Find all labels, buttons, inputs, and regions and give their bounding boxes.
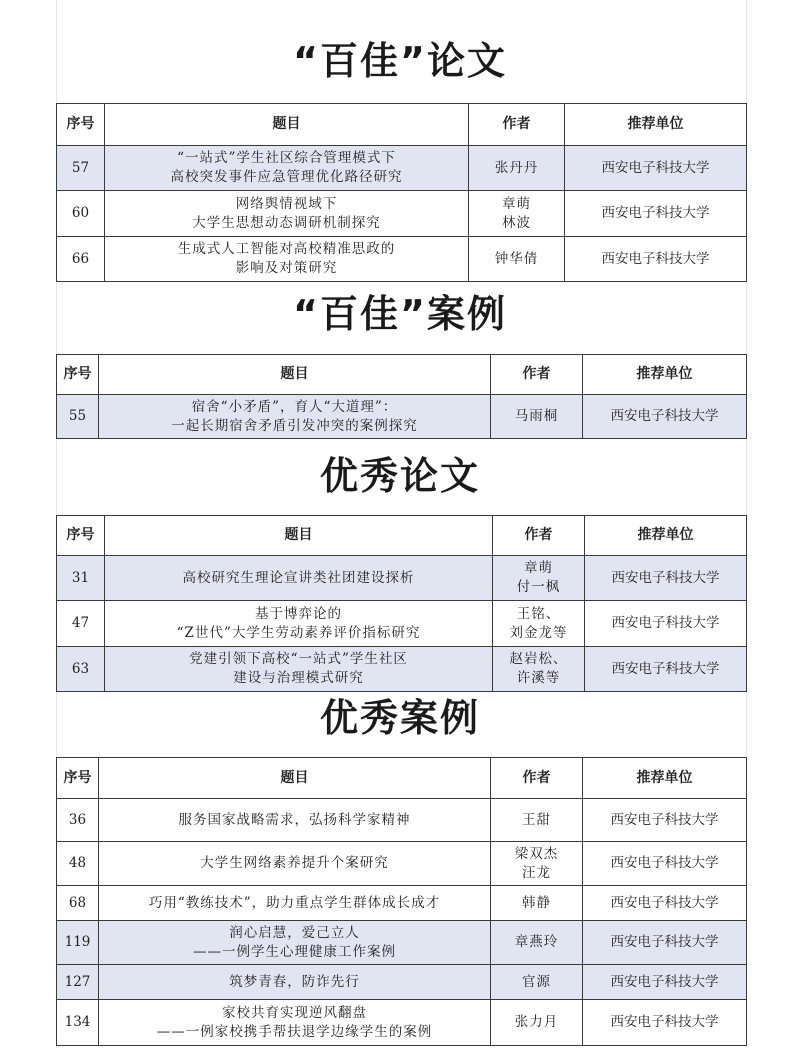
row-author: 章燕玲 bbox=[491, 921, 583, 965]
section-heading: 优秀论文 bbox=[319, 454, 480, 498]
row-title: 服务国家战略需求，弘扬科学家精神 bbox=[99, 799, 491, 842]
column-header-title: 题目 bbox=[105, 516, 493, 556]
table-row bbox=[57, 395, 747, 439]
award-table bbox=[56, 103, 747, 282]
row-author: 马雨桐 bbox=[491, 395, 583, 439]
row-title: “一站式”学生社区综合管理模式下 高校突发事件应急管理优化路径研究 bbox=[105, 146, 469, 191]
row-number: 55 bbox=[57, 395, 99, 439]
row-author: 梁双杰 汪龙 bbox=[491, 842, 583, 886]
column-header-author: 作者 bbox=[469, 104, 565, 146]
row-number: 119 bbox=[57, 921, 99, 965]
row-unit: 西安电子科技大学 bbox=[583, 1000, 747, 1046]
table-row bbox=[57, 146, 747, 191]
row-unit: 西安电子科技大学 bbox=[565, 191, 747, 237]
table-row bbox=[57, 601, 747, 647]
row-number: 66 bbox=[57, 237, 105, 282]
section-heading: 优秀案例 bbox=[319, 696, 480, 740]
row-number: 60 bbox=[57, 191, 105, 237]
row-title: 网络舆情视域下 大学生思想动态调研机制探究 bbox=[105, 191, 469, 237]
row-number: 127 bbox=[57, 965, 99, 1000]
row-title: 生成式人工智能对高校精准思政的 影响及对策研究 bbox=[105, 237, 469, 282]
row-author: 张丹丹 bbox=[469, 146, 565, 191]
column-header-unit: 推荐单位 bbox=[585, 516, 747, 556]
column-header-title: 题目 bbox=[99, 758, 491, 799]
table-row bbox=[57, 921, 747, 965]
table-row bbox=[57, 647, 747, 692]
row-unit: 西安电子科技大学 bbox=[585, 647, 747, 692]
table-row bbox=[57, 237, 747, 282]
row-number: 47 bbox=[57, 601, 105, 647]
table-row bbox=[57, 556, 747, 601]
row-author: 赵岩松、 许溪等 bbox=[493, 647, 585, 692]
column-header-author: 作者 bbox=[493, 516, 585, 556]
row-title: 大学生网络素养提升个案研究 bbox=[99, 842, 491, 886]
row-author: 章萌 付一枫 bbox=[493, 556, 585, 601]
row-title: 党建引领下高校“一站式”学生社区 建设与治理模式研究 bbox=[105, 647, 493, 692]
row-unit: 西安电子科技大学 bbox=[565, 237, 747, 282]
header-row bbox=[57, 516, 747, 556]
table-row bbox=[57, 965, 747, 1000]
row-number: 68 bbox=[57, 886, 99, 921]
row-author: 王铭、 刘金龙等 bbox=[493, 601, 585, 647]
row-title: 巧用“教练技术”，助力重点学生群体成长成才 bbox=[99, 886, 491, 921]
column-header-no: 序号 bbox=[57, 758, 99, 799]
table-row bbox=[57, 191, 747, 237]
row-number: 48 bbox=[57, 842, 99, 886]
row-unit: 西安电子科技大学 bbox=[585, 556, 747, 601]
row-author: 官源 bbox=[491, 965, 583, 1000]
section-heading: “百佳”案例 bbox=[293, 292, 507, 336]
row-author: 韩静 bbox=[491, 886, 583, 921]
header-row bbox=[57, 104, 747, 146]
section-heading: “百佳”论文 bbox=[293, 39, 507, 83]
row-title: 润心启慧，爱己立人 ——一例学生心理健康工作案例 bbox=[99, 921, 491, 965]
row-title: 筑梦青春，防诈先行 bbox=[99, 965, 491, 1000]
header-row bbox=[57, 758, 747, 799]
table-row bbox=[57, 799, 747, 842]
row-unit: 西安电子科技大学 bbox=[583, 842, 747, 886]
table-row bbox=[57, 1000, 747, 1046]
row-author: 钟华倩 bbox=[469, 237, 565, 282]
column-header-unit: 推荐单位 bbox=[565, 104, 747, 146]
award-table bbox=[56, 354, 747, 439]
table-row bbox=[57, 842, 747, 886]
row-number: 134 bbox=[57, 1000, 99, 1046]
row-unit: 西安电子科技大学 bbox=[583, 886, 747, 921]
row-author: 王甜 bbox=[491, 799, 583, 842]
column-header-title: 题目 bbox=[99, 355, 491, 395]
row-unit: 西安电子科技大学 bbox=[583, 921, 747, 965]
column-header-no: 序号 bbox=[57, 104, 105, 146]
column-header-no: 序号 bbox=[57, 355, 99, 395]
header-row bbox=[57, 355, 747, 395]
column-header-no: 序号 bbox=[57, 516, 105, 556]
row-number: 31 bbox=[57, 556, 105, 601]
row-title: 家校共育实现逆风翻盘 ——一例家校携手帮扶退学边缘学生的案例 bbox=[99, 1000, 491, 1046]
row-number: 57 bbox=[57, 146, 105, 191]
award-table bbox=[56, 757, 747, 1046]
row-title: 高校研究生理论宣讲类社团建设探析 bbox=[105, 556, 493, 601]
row-unit: 西安电子科技大学 bbox=[583, 965, 747, 1000]
column-header-author: 作者 bbox=[491, 758, 583, 799]
row-unit: 西安电子科技大学 bbox=[583, 395, 747, 439]
column-header-unit: 推荐单位 bbox=[583, 758, 747, 799]
row-author: 张力月 bbox=[491, 1000, 583, 1046]
award-table bbox=[56, 515, 747, 692]
table-row bbox=[57, 886, 747, 921]
row-number: 63 bbox=[57, 647, 105, 692]
row-number: 36 bbox=[57, 799, 99, 842]
row-unit: 西安电子科技大学 bbox=[583, 799, 747, 842]
column-header-author: 作者 bbox=[491, 355, 583, 395]
row-unit: 西安电子科技大学 bbox=[565, 146, 747, 191]
row-title: 基于博弈论的 “Z世代”大学生劳动素养评价指标研究 bbox=[105, 601, 493, 647]
row-author: 章萌 林波 bbox=[469, 191, 565, 237]
row-title: 宿舍“小矛盾”，育人“大道理”： 一起长期宿舍矛盾引发冲突的案例探究 bbox=[99, 395, 491, 439]
column-header-title: 题目 bbox=[105, 104, 469, 146]
row-unit: 西安电子科技大学 bbox=[585, 601, 747, 647]
column-header-unit: 推荐单位 bbox=[583, 355, 747, 395]
